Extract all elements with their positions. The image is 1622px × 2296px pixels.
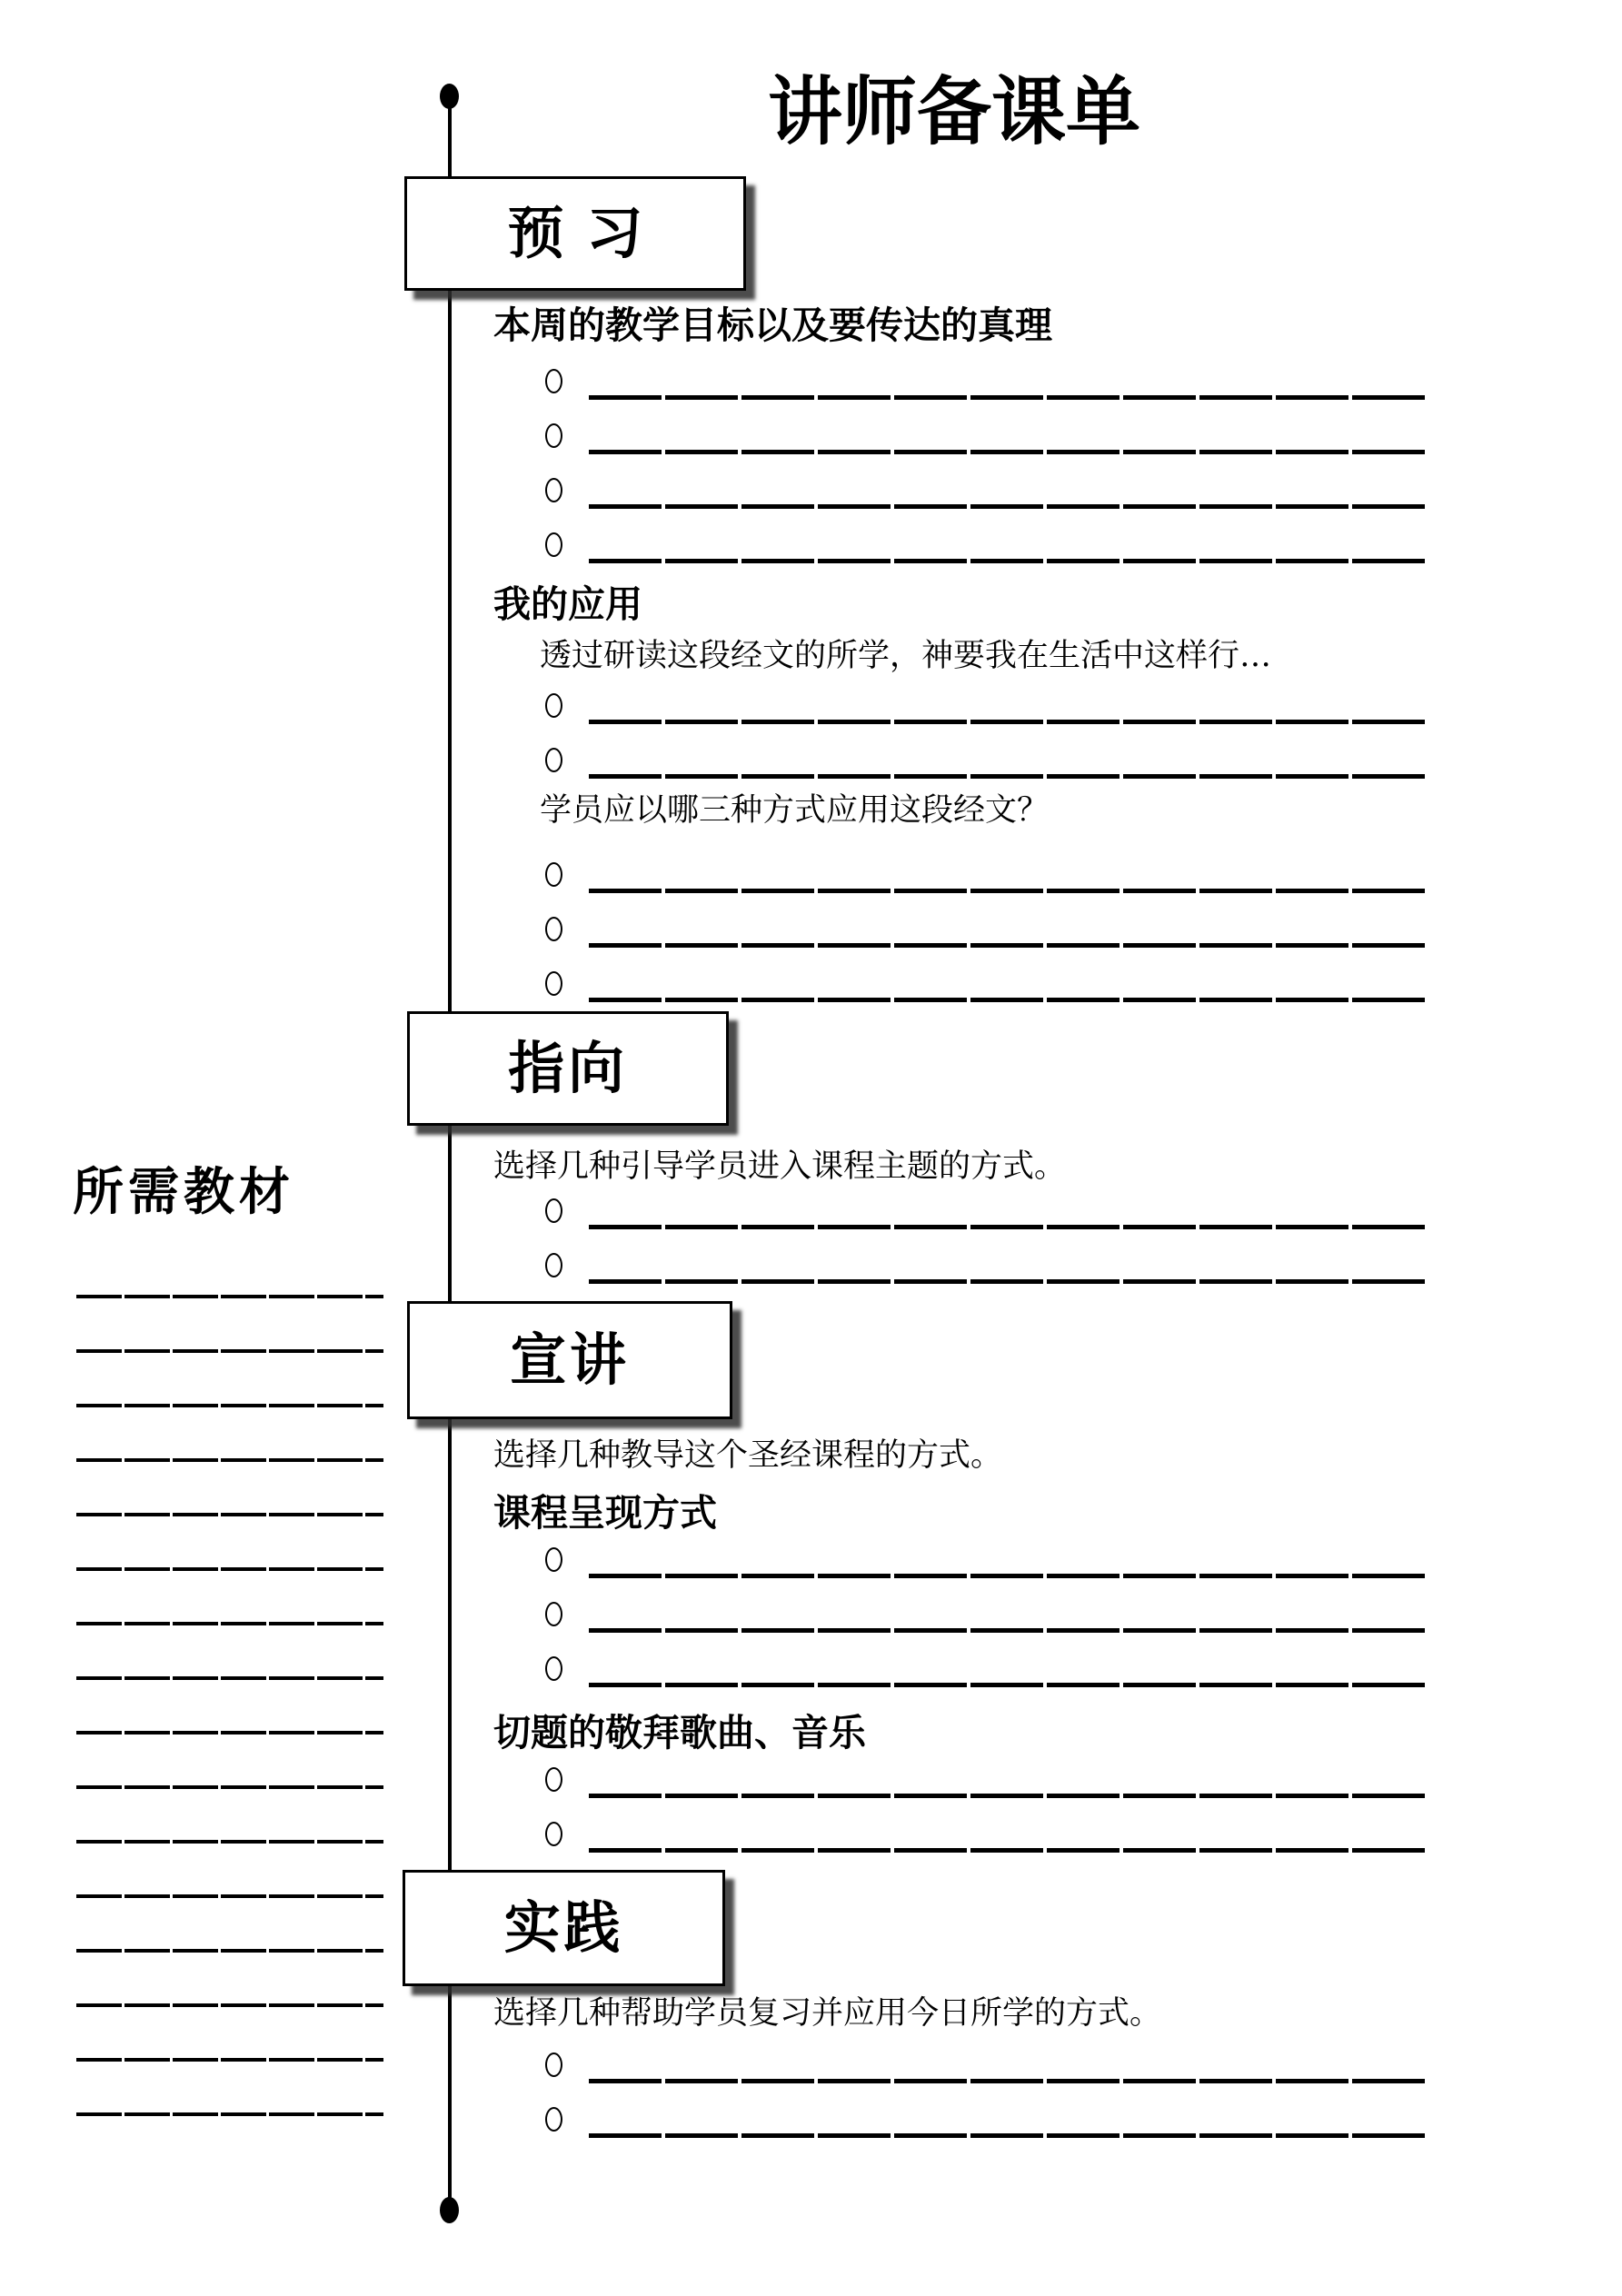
bullet-row — [545, 948, 1428, 1002]
bullet-row — [545, 1229, 1428, 1284]
circle-bullet-icon — [545, 2052, 562, 2077]
blank-line — [76, 1840, 383, 1844]
blank-line — [589, 559, 1428, 563]
circle-bullet-icon — [545, 478, 562, 502]
blank-line — [589, 998, 1428, 1002]
bullet-row — [545, 509, 1428, 563]
blank-line — [76, 1349, 383, 1353]
section-box-proclaim — [407, 1301, 732, 1419]
blank-line — [589, 1683, 1428, 1687]
blank-group-worship — [545, 1744, 1428, 1853]
bullet-row — [545, 893, 1428, 948]
blank-group-weekly-goals — [545, 345, 1428, 563]
blank-line — [76, 1676, 383, 1680]
prompt-proclaim: 选择几种教导这个圣经课程的方式。 — [493, 1437, 1003, 1474]
blank-line — [589, 2133, 1428, 2138]
blank-line — [76, 1458, 383, 1462]
blank-line — [76, 1731, 383, 1734]
section-label-practice: 实践 — [503, 1894, 624, 1961]
circle-bullet-icon — [545, 1547, 562, 1572]
blank-group-my-application — [545, 670, 1428, 779]
blank-line — [76, 1567, 383, 1571]
bullet-row — [545, 345, 1428, 400]
prompt-point: 选择几种引导学员进入课程主题的方式。 — [493, 1148, 1067, 1185]
blank-group-presentation — [545, 1524, 1428, 1687]
blank-line — [76, 1513, 383, 1516]
blank-line — [76, 1785, 383, 1789]
bullet-row — [545, 1578, 1428, 1633]
blank-line — [76, 2003, 383, 2007]
blank-line — [76, 2112, 383, 2116]
blank-line — [76, 1622, 383, 1625]
circle-bullet-icon — [545, 862, 562, 887]
circle-bullet-icon — [545, 369, 562, 393]
bullet-row — [545, 1175, 1428, 1229]
prompt-my-application: 透过研读这段经文的所学，神要我在生活中这样行… — [540, 638, 1272, 674]
heading-my-application: 我的应用 — [493, 582, 642, 626]
blank-group-practice — [545, 2029, 1428, 2138]
circle-bullet-icon — [545, 1253, 562, 1277]
blank-line — [76, 1894, 383, 1898]
bullet-row — [545, 670, 1428, 724]
bullet-row — [545, 1633, 1428, 1687]
page-title: 讲师备课单 — [767, 68, 1140, 155]
circle-bullet-icon — [545, 423, 562, 448]
bullet-row — [545, 2029, 1428, 2083]
timeline-top-dot — [440, 84, 459, 109]
circle-bullet-icon — [545, 1602, 562, 1626]
circle-bullet-icon — [545, 971, 562, 996]
bullet-row — [545, 1798, 1428, 1853]
blank-line — [76, 1295, 383, 1298]
bullet-row — [545, 454, 1428, 509]
blank-line — [589, 1279, 1428, 1284]
blank-group-point — [545, 1175, 1428, 1284]
section-label-point: 指向 — [508, 1035, 628, 1101]
circle-bullet-icon — [545, 1822, 562, 1846]
bullet-row — [545, 2083, 1428, 2138]
bullet-row — [545, 400, 1428, 454]
circle-bullet-icon — [545, 532, 562, 557]
blank-line — [76, 2058, 383, 2062]
blank-line — [76, 1404, 383, 1407]
blank-group-student-application — [545, 839, 1428, 1002]
blank-line — [589, 774, 1428, 779]
circle-bullet-icon — [545, 1198, 562, 1223]
bullet-row — [545, 1524, 1428, 1578]
prompt-practice: 选择几种帮助学员复习并应用今日所学的方式。 — [493, 1995, 1162, 2032]
circle-bullet-icon — [545, 748, 562, 772]
circle-bullet-icon — [545, 2107, 562, 2132]
heading-presentation-methods: 课程呈现方式 — [493, 1491, 717, 1535]
heading-weekly-goals: 本周的教学目标以及要传达的真理 — [493, 303, 1052, 347]
section-label-proclaim: 宣讲 — [510, 1327, 630, 1393]
bullet-row — [545, 839, 1428, 893]
section-box-preview — [404, 176, 746, 291]
circle-bullet-icon — [545, 1656, 562, 1681]
materials-heading: 所需教材 — [73, 1162, 294, 1222]
section-box-point — [407, 1011, 729, 1126]
circle-bullet-icon — [545, 693, 562, 718]
prompt-student-application: 学员应以哪三种方式应用这段经文？ — [540, 792, 1050, 829]
section-label-preview: 预习 — [507, 200, 666, 266]
blank-line — [76, 1949, 383, 1953]
bullet-row — [545, 1744, 1428, 1798]
circle-bullet-icon — [545, 917, 562, 941]
circle-bullet-icon — [545, 1767, 562, 1792]
section-box-practice — [403, 1870, 725, 1986]
bullet-row — [545, 724, 1428, 779]
heading-worship-music: 切题的敬拜歌曲、音乐 — [493, 1711, 866, 1754]
blank-line — [589, 1848, 1428, 1853]
timeline-bottom-dot — [440, 2197, 459, 2223]
